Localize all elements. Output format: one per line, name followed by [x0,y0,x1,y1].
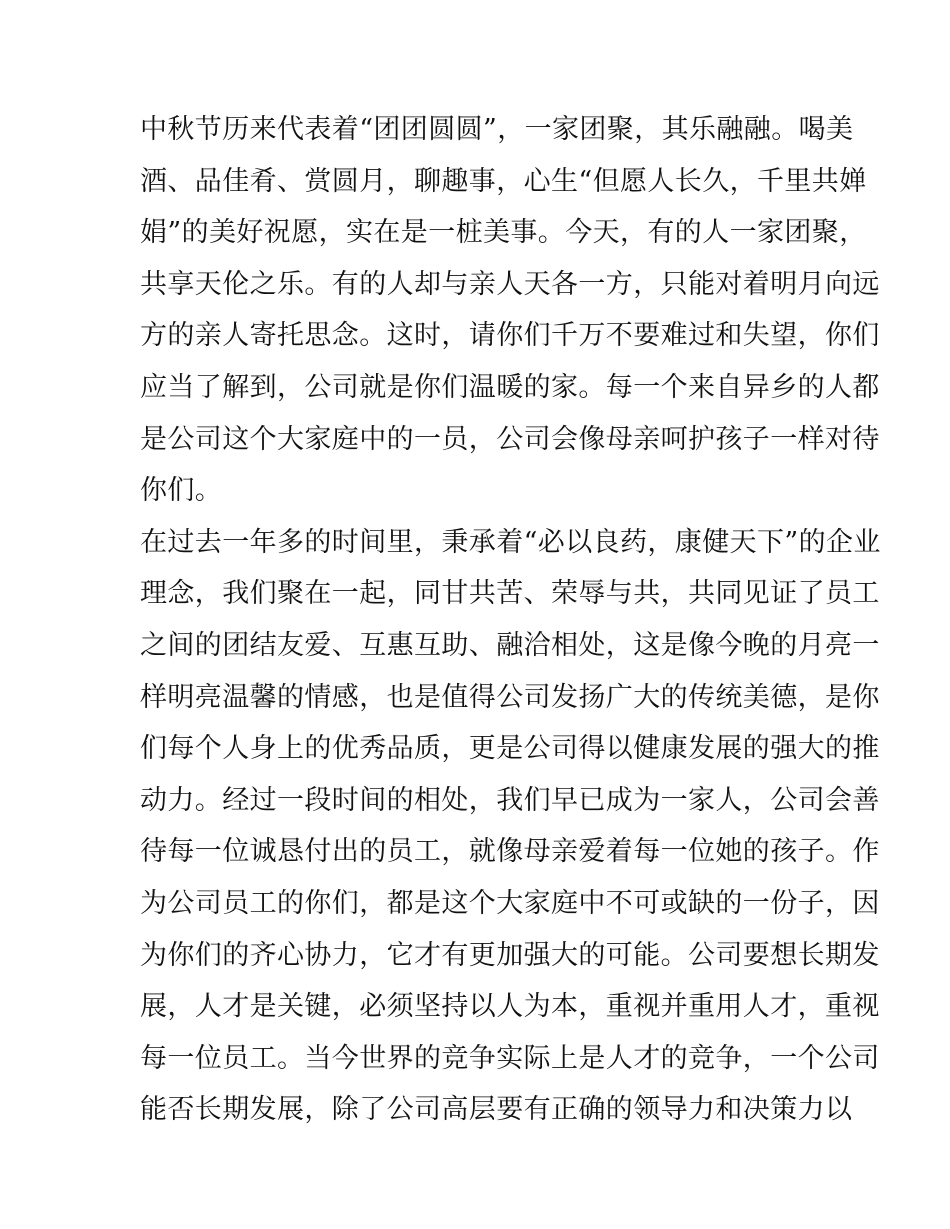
text-line: 应当了解到，公司就是你们温暖的家。每一个来自异乡的人都 [140,371,880,403]
text-line: 共享天伦之乐。有的人却与亲人天各一方，只能对着明月向远 [140,268,880,300]
text-line: 是公司这个大家庭中的一员，公司会像母亲呵护孩子一样对待 [140,423,880,455]
text-line: 娟”的美好祝愿，实在是一桩美事。今天，有的人一家团聚， [140,217,867,249]
text-line: 方的亲人寄托思念。这时，请你们千万不要难过和失望，你们 [140,320,880,352]
text-line: 为公司员工的你们，都是这个大家庭中不可或缺的一份子，因 [140,887,880,919]
text-line: 为你们的齐心协力，它才有更加强大的可能。公司要想长期发 [140,939,880,971]
text-line: 动力。经过一段时间的相处，我们早已成为一家人，公司会善 [140,784,880,816]
text-line: 之间的团结友爱、互惠互助、融洽相处，这是像今晚的月亮一 [140,629,880,661]
text-line: 理念，我们聚在一起，同甘共苦、荣辱与共，共同见证了员工 [140,578,880,610]
text-line: 展，人才是关键，必须坚持以人为本，重视并重用人才，重视 [140,991,880,1023]
text-line: 们每个人身上的优秀品质，更是公司得以健康发展的强大的推 [140,733,880,765]
body-text [140,104,881,1136]
text-line: 在过去一年多的时间里，秉承着“必以良药，康健天下”的企业 [140,526,881,558]
text-line: 中秋节历来代表着“团团圆圆”，一家团聚，其乐融融。喝美 [140,114,854,145]
text-line: 你们。 [140,475,223,507]
text-line: 样明亮温馨的情感，也是值得公司发扬广大的传统美德，是你 [140,681,880,713]
text-line: 酒、品佳肴、赏圆月，聊趣事，心生“但愿人长久，千里共婵 [140,165,867,197]
text-line: 能否长期发展，除了公司高层要有正确的领导力和决策力以 [140,1094,853,1126]
text-line: 每一位员工。当今世界的竞争实际上是人才的竞争，一个公司 [140,1042,880,1074]
text-line: 待每一位诚恳付出的员工，就像母亲爱着每一位她的孩子。作 [140,836,880,868]
